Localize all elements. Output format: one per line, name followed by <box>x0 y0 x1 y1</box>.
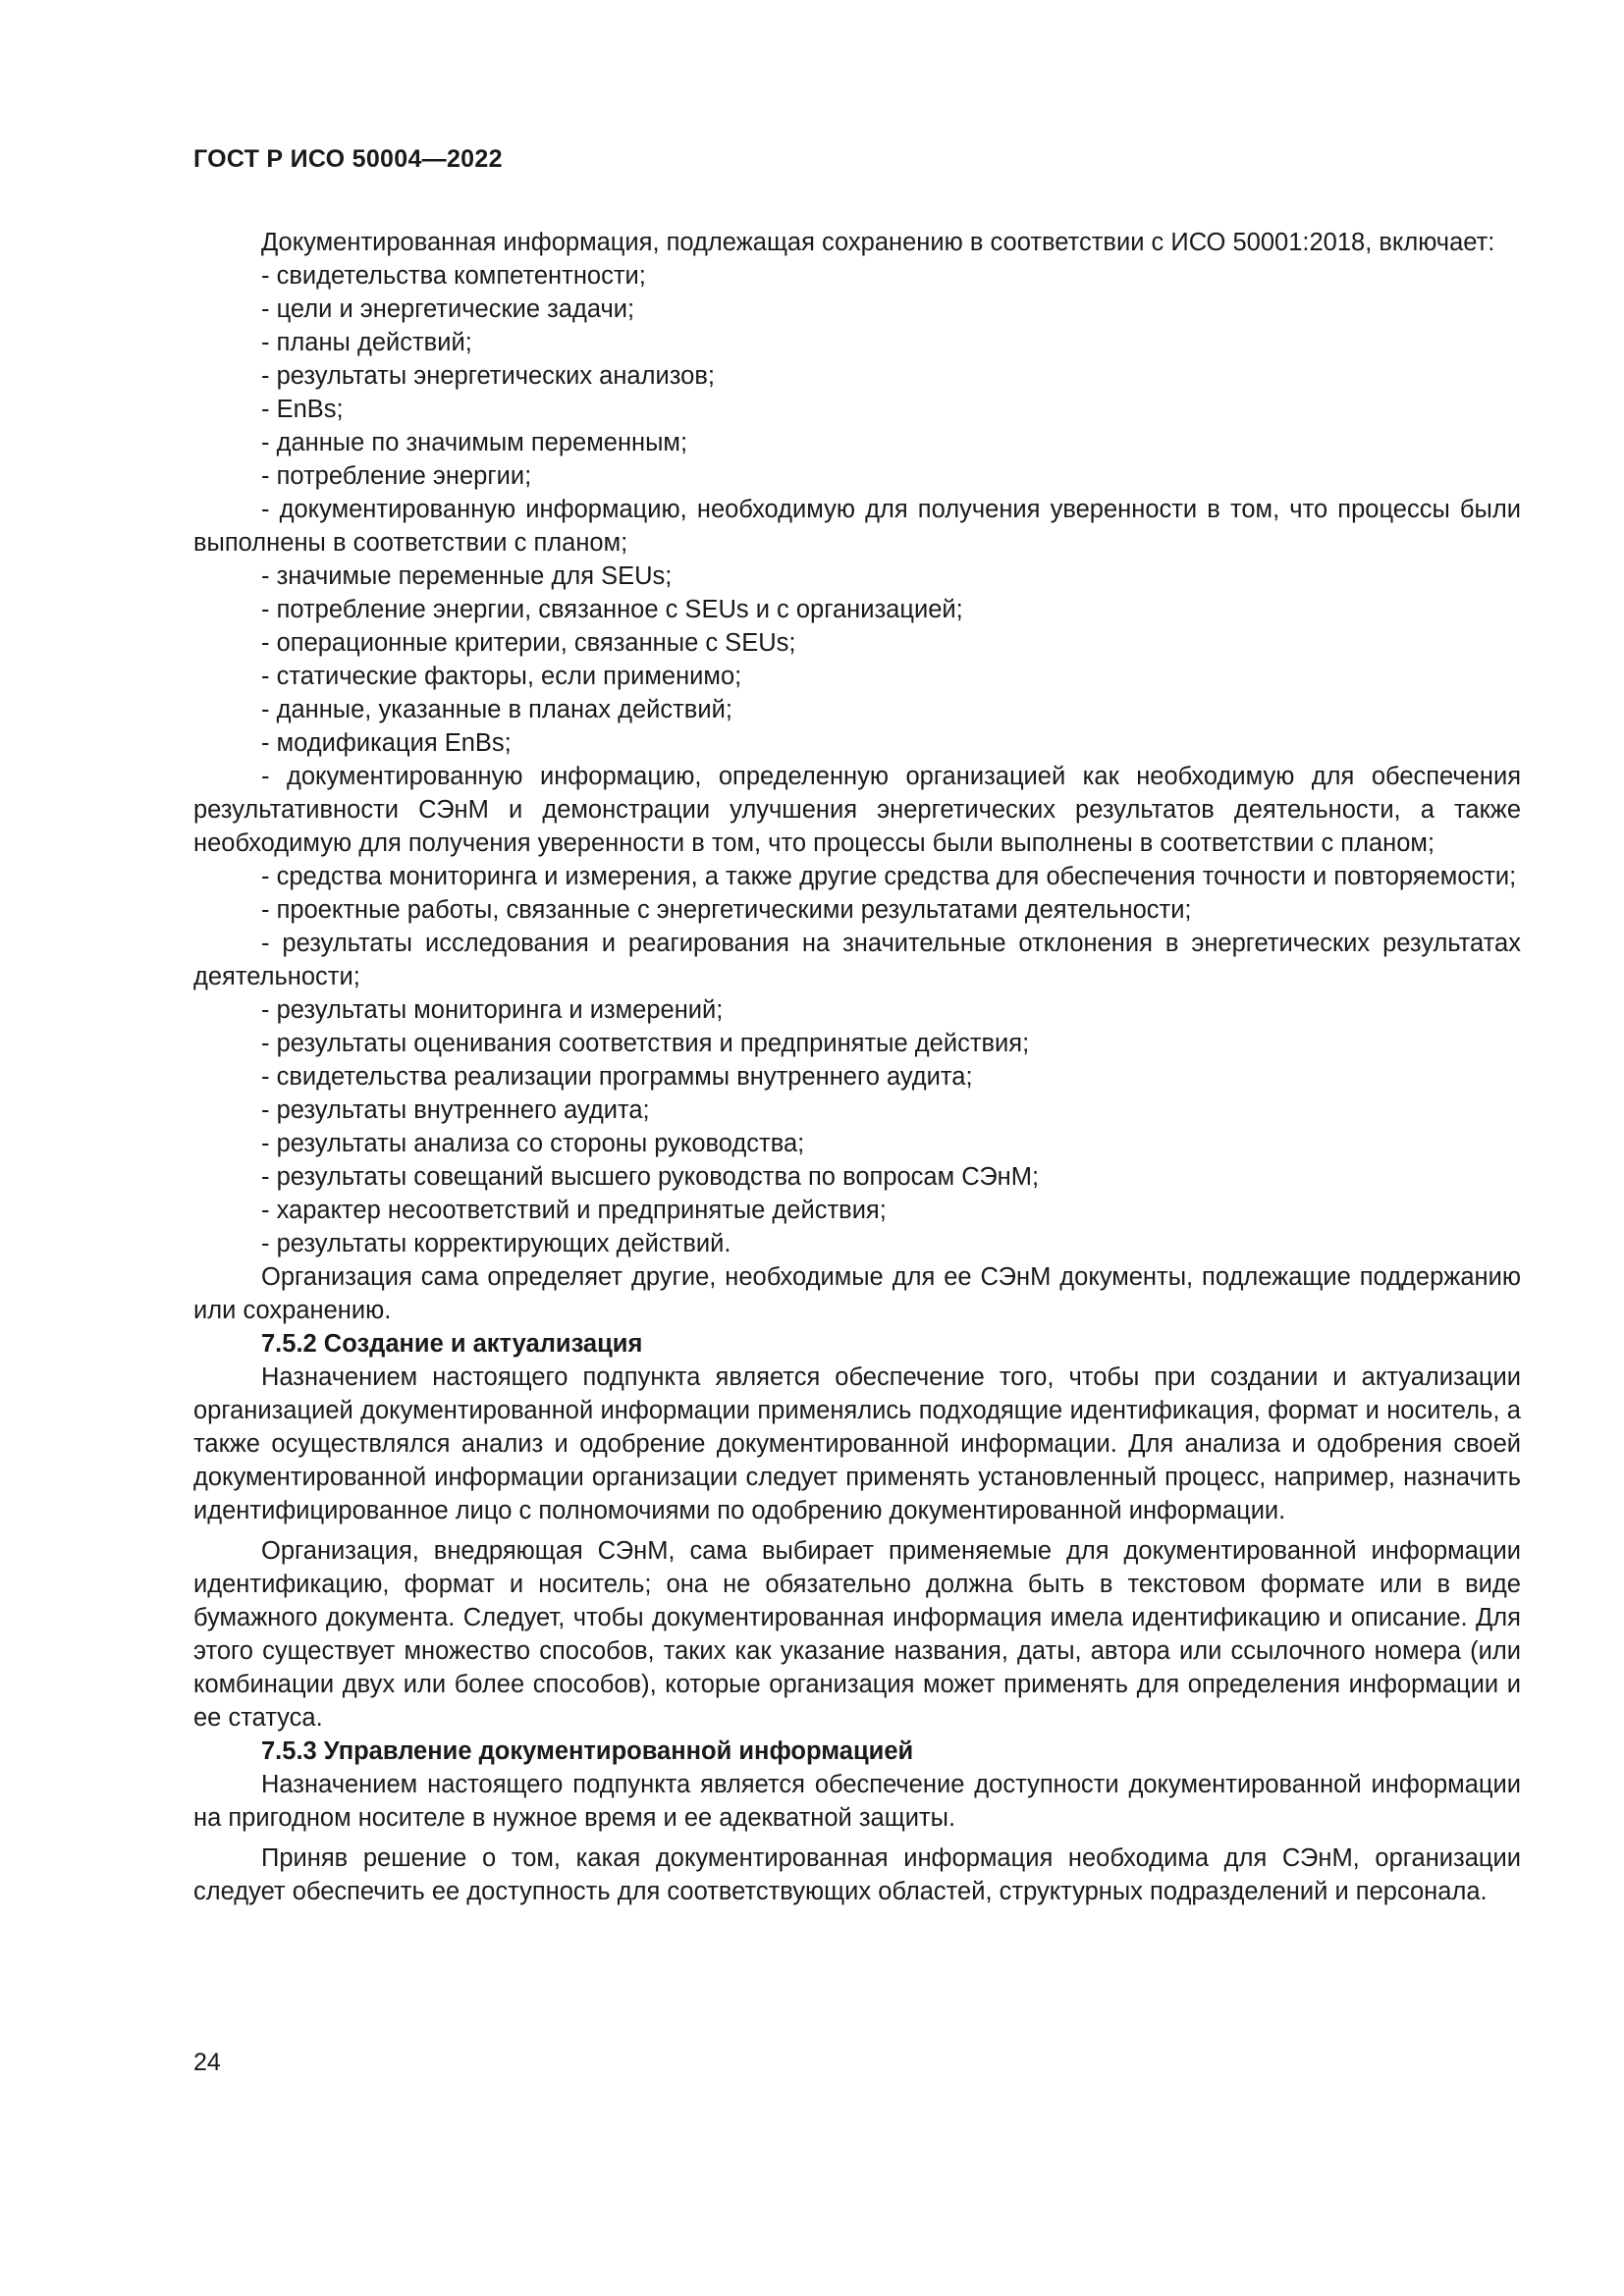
section-7-5-3-paragraph: Приняв решение о том, какая документированная информация необходима для СЭнМ, организации следует обеспечить ее доступность для соответствующих областей, структурных подразделений и персонала. <box>193 1844 1521 1905</box>
section-7-5-3-paragraph: Назначением настоящего подпункта является обеспечение доступности документированной информации на пригодном носителе в нужное время и ее адекватной защиты. <box>193 1771 1521 1832</box>
list-item: - модификация EnBs; <box>261 729 512 757</box>
section-heading-7-5-3: 7.5.3 Управление документированной информацией <box>261 1737 914 1765</box>
standard-header: ГОСТ Р ИСО 50004—2022 <box>193 145 503 173</box>
list-item: - средства мониторинга и измерения, а также другие средства для обеспечения точности и повторяемости; <box>261 863 1517 890</box>
list-item: - результаты мониторинга и измерений; <box>261 996 724 1024</box>
list-item: - операционные критерии, связанные с SEUs; <box>261 629 796 657</box>
list-item: - данные, указанные в планах действий; <box>261 696 732 723</box>
list-item: - значимые переменные для SEUs; <box>261 562 673 590</box>
document-page <box>193 144 1521 1908</box>
list-item: - потребление энергии; <box>261 462 532 490</box>
list-item: - документированную информацию, определенную организацией как необходимую для обеспечения результативности СЭнМ и демонстрации улучшения энергетических результатов деятельности, а также необходимую для получения уверенности в том, что процессы были выполнены в соответствии с планом; <box>193 763 1521 857</box>
list-item: - потребление энергии, связанное с SEUs и с организацией; <box>261 596 963 623</box>
list-item: - свидетельства реализации программы внутреннего аудита; <box>261 1063 973 1091</box>
list-item: - результаты анализа со стороны руководства; <box>261 1130 805 1157</box>
list-item: - EnBs; <box>261 396 344 423</box>
list-item: - результаты корректирующих действий. <box>261 1230 731 1257</box>
intro-paragraph: Документированная информация, подлежащая сохранению в соответствии с ИСО 50001:2018, включает: <box>261 229 1495 256</box>
retained-information-list <box>193 259 1521 1260</box>
list-item: - результаты совещаний высшего руководства по вопросам СЭнМ; <box>261 1163 1040 1191</box>
list-item: - данные по значимым переменным; <box>261 429 688 456</box>
closing-paragraph: Организация сама определяет другие, необходимые для ее СЭнМ документы, подлежащие поддержанию или сохранению. <box>193 1263 1521 1324</box>
page-number: 24 <box>193 2049 221 2076</box>
list-item: - цели и энергетические задачи; <box>261 295 635 323</box>
list-item: - статические факторы, если применимо; <box>261 663 742 690</box>
list-item: - результаты внутреннего аудита; <box>261 1096 650 1124</box>
list-item: - характер несоответствий и предпринятые действия; <box>261 1197 887 1224</box>
list-item: - результаты исследования и реагирования на значительные отклонения в энергетических результатах деятельности; <box>193 930 1521 990</box>
section-7-5-2-paragraph: Назначением настоящего подпункта является обеспечение того, чтобы при создании и актуализации организацией документированной информации применялись подходящие идентификация, формат и носитель, а также осуществлялся анализ и одобрение документированной информации. Для анализа и одобрения своей документированной информации организации следует применять установленный процесс, например, назначить идентифицированное лицо с полномочиями по одобрению документированной информации. <box>193 1363 1521 1524</box>
list-item: - проектные работы, связанные с энергетическими результатами деятельности; <box>261 896 1192 924</box>
list-item: - свидетельства компетентности; <box>261 262 646 290</box>
list-item: - документированную информацию, необходимую для получения уверенности в том, что процессы были выполнены в соответствии с планом; <box>193 496 1521 557</box>
section-heading-7-5-2: 7.5.2 Создание и актуализация <box>261 1330 643 1358</box>
list-item: - результаты оценивания соответствия и предпринятые действия; <box>261 1030 1030 1057</box>
list-item: - результаты энергетических анализов; <box>261 362 715 390</box>
section-7-5-2-paragraph: Организация, внедряющая СЭнМ, сама выбирает применяемые для документированной информации идентификацию, формат и носитель; она не обязательно должна быть в текстовом формате или в виде бумажного документа. Следует, чтобы документированная информация имела идентификацию и описание. Для этого существует множество способов, таких как указание названия, даты, автора или ссылочного номера (или комбинации двух или более способов), которые организация может применять для определения информации и ее статуса. <box>193 1537 1521 1732</box>
list-item: - планы действий; <box>261 329 472 356</box>
document-body <box>193 226 1521 1908</box>
